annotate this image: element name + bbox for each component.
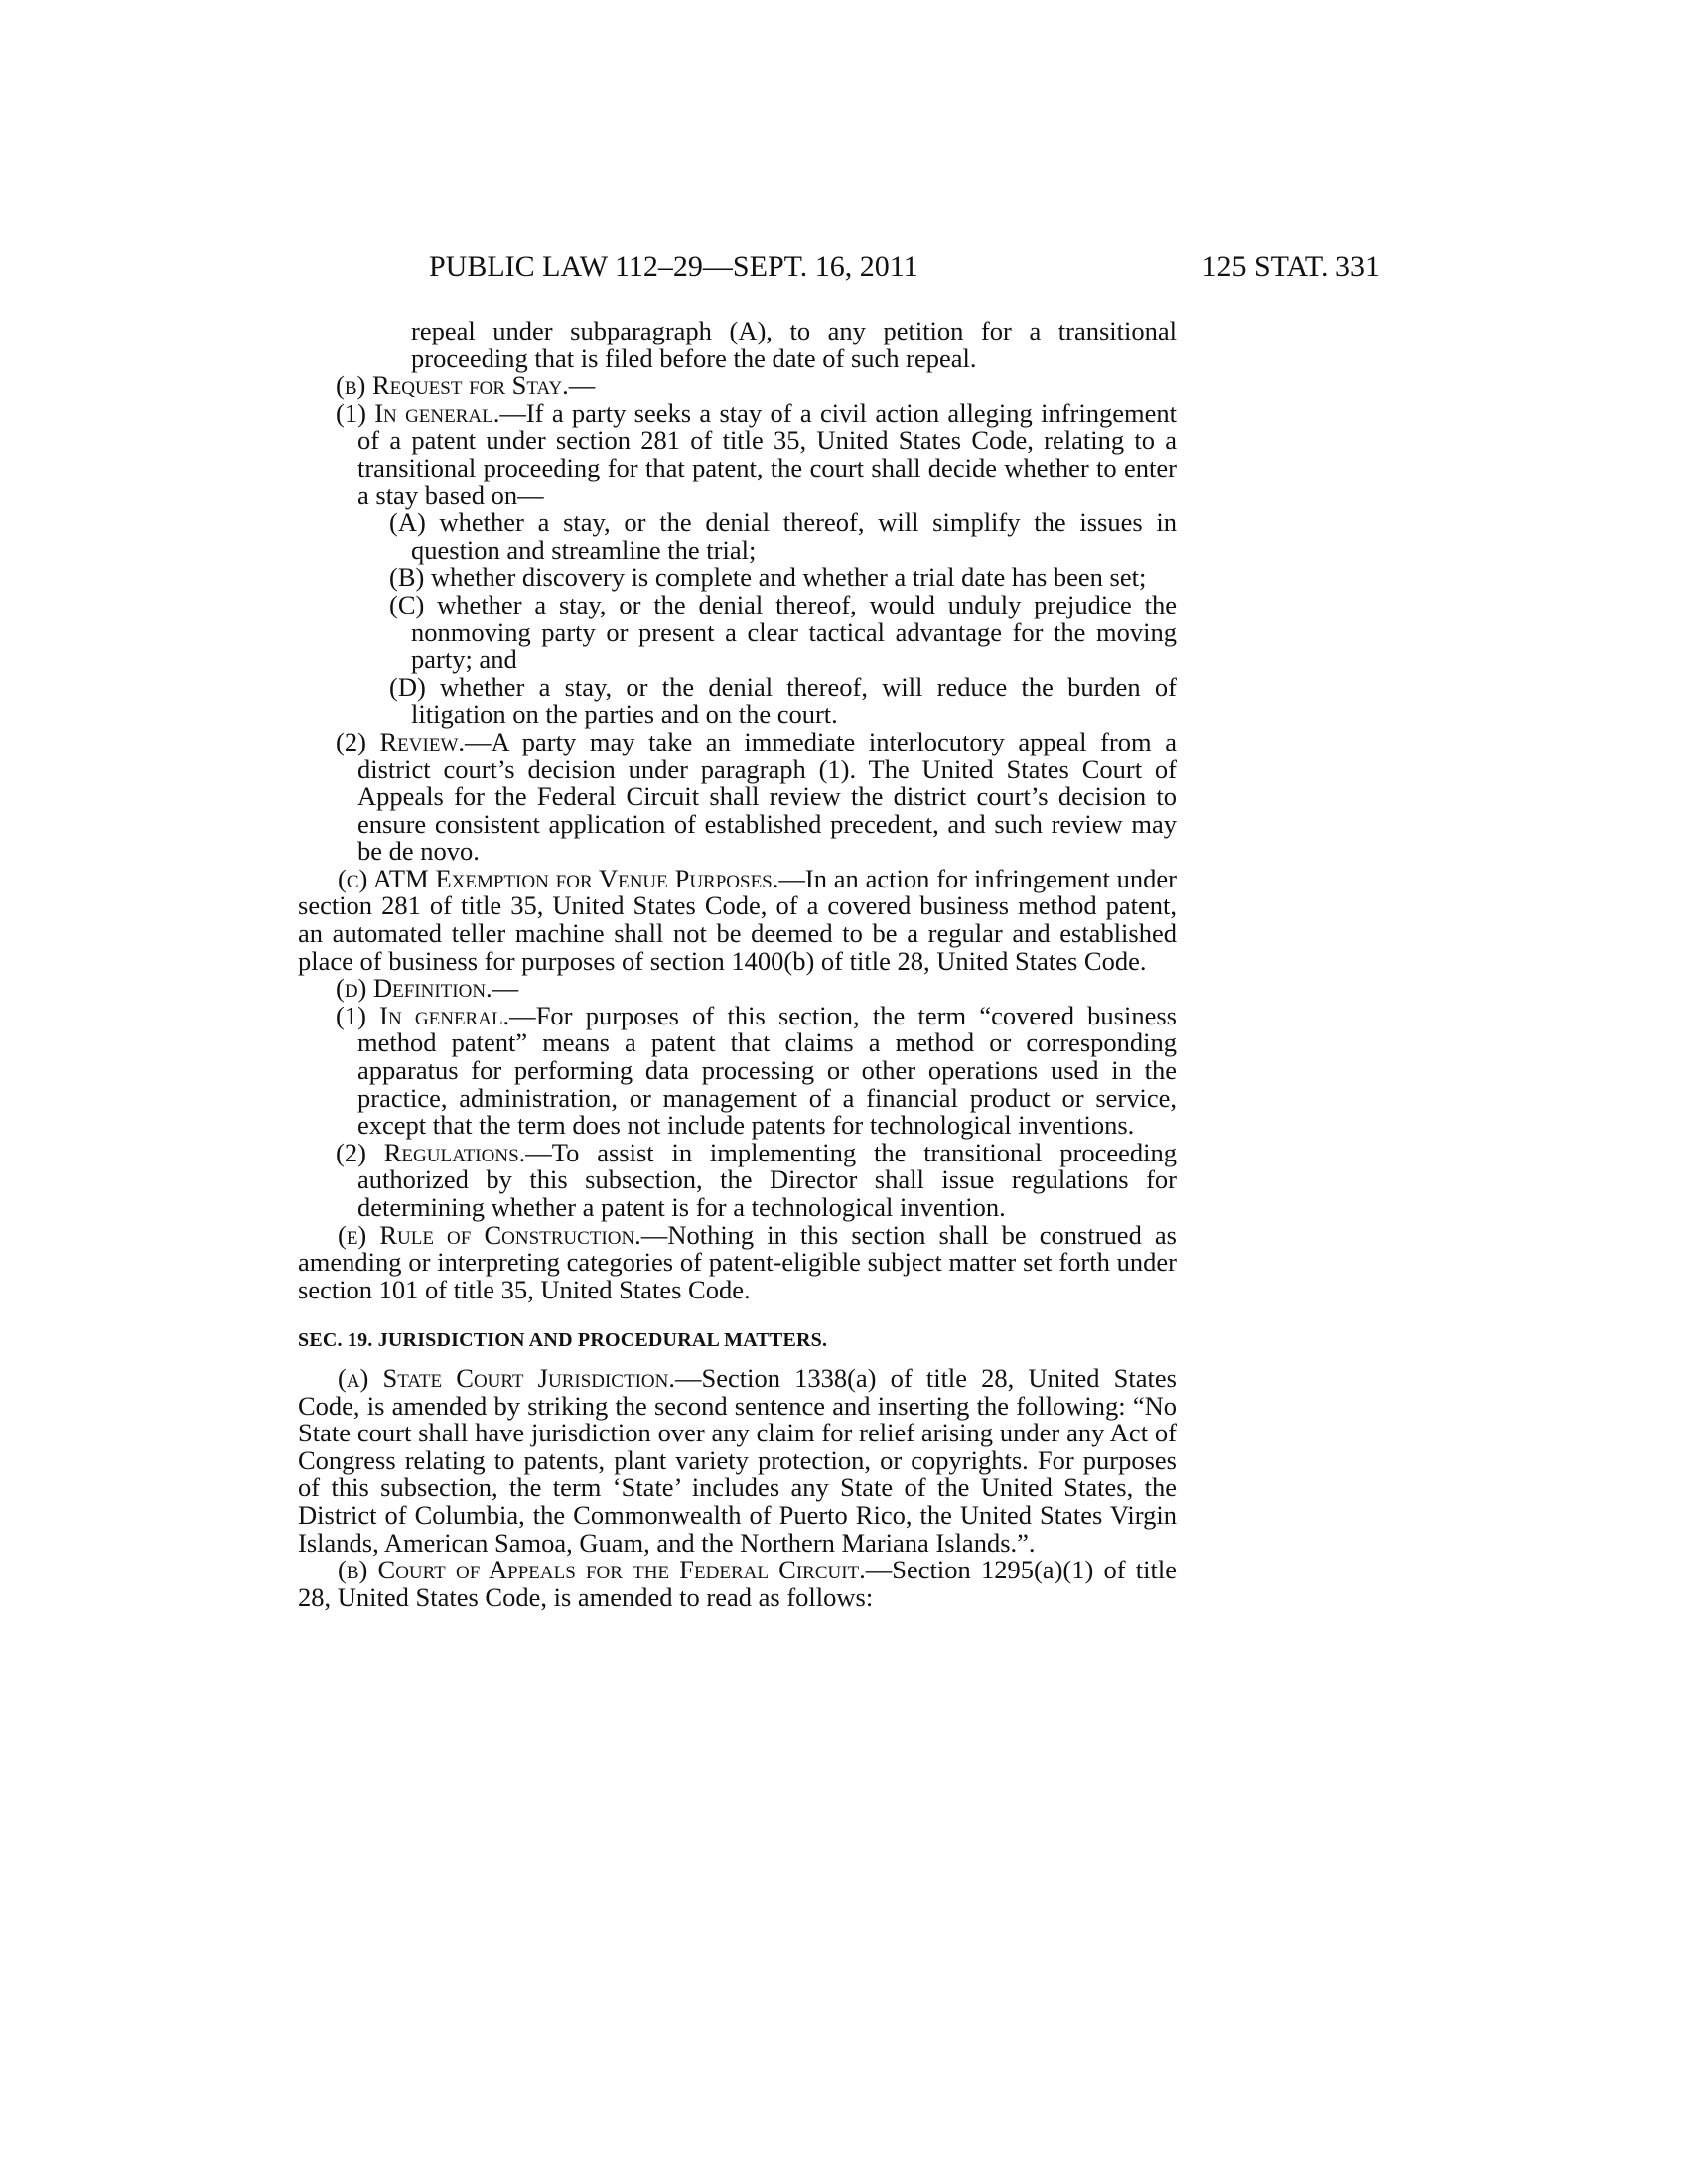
paragraph-d1: (1) In general.—For purposes of this section, the term “covered business method patent” means a patent that claims a method or corresponding apparatus for performing data processing or other operations used in the practice, administration, or management of a financial product or service, except that the term does not include patents for technological inventions. <box>336 1000 1177 1141</box>
paragraph-d2: (2) Regulations.—To assist in implementing the transitional proceeding authorized by this subsection, the Director shall issue regulations for determining whether a patent is for a technological invention. <box>336 1137 1177 1222</box>
section-19-subsection-a: (a) State Court Jurisdiction.—Section 1338(a) of title 28, United States Code, is amended by striking the second sentence and inserting the following: “No State court shall have jurisdiction over any claim for relief arising under any Act of Congress relating to patents, plant variety protection, or copyrights. For purposes of this subsection, the term ‘State’ includes any State of the United States, the District of Columbia, the Commonwealth of Puerto Rico, the United States Virgin Islands, American Samoa, Guam, and the Northern Mariana Islands.”. <box>298 1362 1177 1558</box>
public-law-citation: PUBLIC LAW 112–29—SEPT. 16, 2011 <box>429 250 918 283</box>
subparagraph-b: (B) whether discovery is complete and whether a trial date has been set; <box>389 562 1147 593</box>
paragraph-b2: (2) Review.—A party may take an immediate interlocutory appeal from a district court’s decision under paragraph (1). The United States Court of Appeals for the Federal Circuit shall review the district court’s decision to ensure consistent application of established precedent, and such review may be de novo. <box>336 726 1177 867</box>
subsection-e: (e) Rule of Construction.—Nothing in this section shall be construed as amending or interpreting categories of patent-eligible subject matter set forth under section 101 of title 35, United States Code. <box>298 1219 1177 1304</box>
subparagraph-a: (A) whether a stay, or the denial thereof, will simplify the issues in question and streamline the trial; <box>389 507 1177 565</box>
running-header <box>429 250 1380 290</box>
section-19-heading: SEC. 19. JURISDICTION AND PROCEDURAL MATTERS. <box>298 1329 828 1352</box>
statute-page-number: 125 STAT. 331 <box>1201 250 1380 283</box>
subsection-d-heading: (d) Definition.— <box>336 973 519 1004</box>
paragraph-continuation: repeal under subparagraph (A), to any petition for a transitional proceeding that is filed before the date of such repeal. <box>411 316 1177 373</box>
subparagraph-d: (D) whether a stay, or the denial thereof, will reduce the burden of litigation on the parties and on the court. <box>389 671 1177 730</box>
subsection-c: (c) ATM Exemption for Venue Purposes.—In an action for infringement under section 281 of title 35, United States Code, of a covered business method patent, an automated teller machine shall not be deemed to be a regular and established place of business for purposes of section 1400(b) of title 28, United States Code. <box>298 863 1177 976</box>
document-body <box>298 318 1177 1611</box>
section-19-subsection-b: (b) Court of Appeals for the Federal Circuit.—Section 1295(a)(1) of title 28, United States Code, is amended to read as follows: <box>298 1555 1177 1612</box>
paragraph-b1: (1) In general.—If a party seeks a stay of a civil action alleging infringement of a patent under section 281 of title 35, United States Code, relating to a transitional proceeding for that patent, the court shall decide whether to enter a stay based on— <box>336 397 1177 510</box>
subparagraph-c: (C) whether a stay, or the denial thereof, would unduly prejudice the nonmoving party or present a clear tactical advantage for the moving party; and <box>389 589 1177 675</box>
subsection-b-heading: (b) Request for Stay.— <box>336 370 596 401</box>
